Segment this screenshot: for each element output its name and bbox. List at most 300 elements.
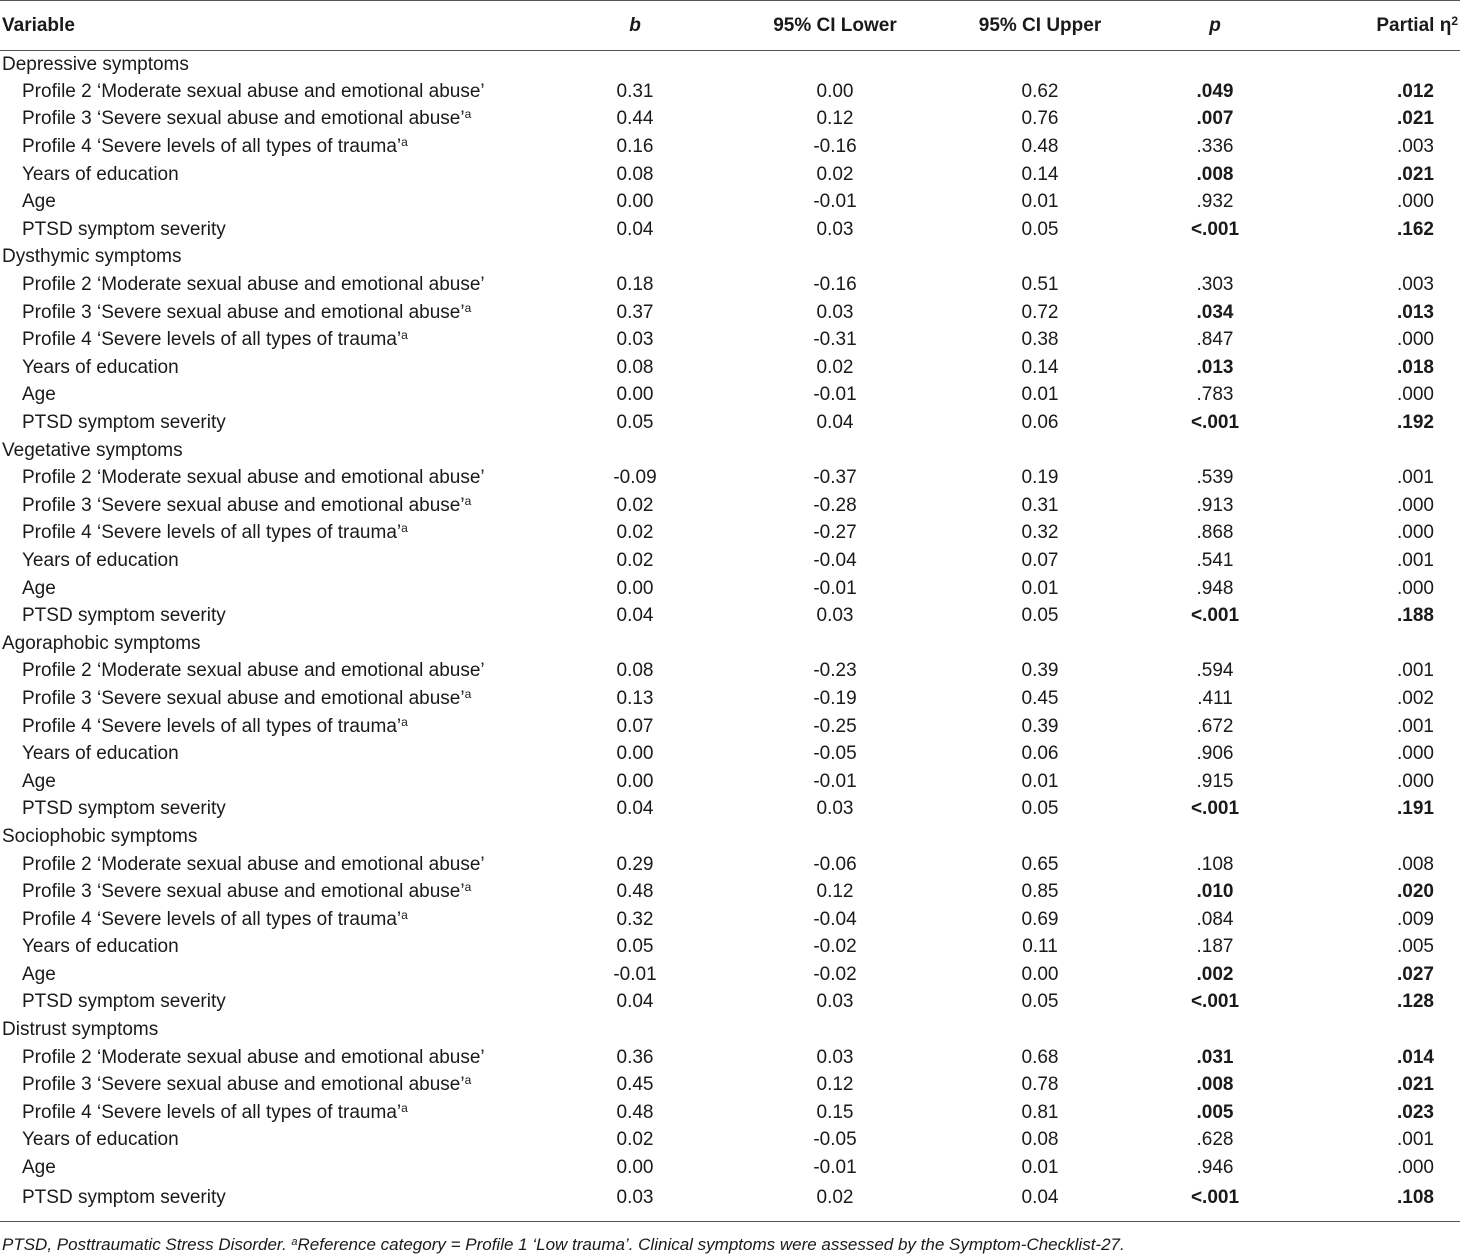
cell-ci-upper: 0.31 (1021, 494, 1059, 516)
cell-variable (0, 934, 560, 962)
cell-ci-upper: 0.81 (1021, 1101, 1059, 1123)
cell-p: .013 (1196, 356, 1234, 378)
reference-marker: a (401, 328, 408, 343)
section-title: Agoraphobic symptoms (2, 632, 201, 654)
reference-marker: a (464, 493, 472, 508)
cell-partial-eta: .013 (1397, 301, 1434, 323)
cell-b: 0.00 (616, 743, 654, 765)
variable-label: Profile 4 ‘Severe levels of all types of trauma’ (22, 329, 402, 351)
cell-b: 0.32 (616, 908, 654, 930)
cell-ci-upper: 0.06 (1021, 743, 1059, 765)
cell-variable (0, 161, 560, 189)
cell-ci-lower: 0.03 (816, 1046, 854, 1068)
cell-p: .932 (1196, 191, 1234, 213)
cell-ci-lower: -0.01 (813, 384, 857, 406)
cell-ci-lower: 0.15 (816, 1101, 854, 1123)
variable-label: Profile 2 ‘Moderate sexual abuse and emotional abuse’ (22, 80, 485, 102)
cell-variable (0, 354, 560, 382)
cell-p: .049 (1196, 80, 1234, 102)
cell-p: .008 (1196, 163, 1234, 185)
cell-ci-lower: -0.37 (813, 467, 857, 489)
cell-ci-lower: 0.03 (816, 798, 854, 820)
cell-ci-lower: -0.01 (813, 577, 857, 599)
variable-label: PTSD symptom severity (22, 412, 226, 434)
cell-ci-upper: 0.48 (1021, 136, 1059, 158)
cell-ci-upper: 0.32 (1021, 522, 1059, 544)
header-row (0, 1, 1460, 51)
reference-marker: a (401, 1100, 408, 1115)
cell-b: 0.08 (616, 163, 654, 185)
section-title: Distrust symptoms (2, 1019, 159, 1041)
cell-ci-lower: -0.05 (813, 743, 857, 765)
cell-b: 0.00 (616, 577, 654, 599)
variable-label: Profile 3 ‘Severe sexual abuse and emotional abuse’ (22, 881, 465, 903)
cell-ci-lower: 0.03 (816, 301, 854, 323)
section-row (0, 244, 1460, 272)
cell-ci-lower: -0.01 (813, 191, 857, 213)
cell-p: .002 (1196, 963, 1234, 985)
cell-b: 0.48 (616, 881, 654, 903)
cell-variable (0, 575, 560, 603)
cell-ci-upper: 0.68 (1021, 1046, 1059, 1068)
header-p: p (1120, 1, 1310, 51)
table-row (0, 713, 1460, 741)
reference-marker: a (464, 880, 472, 895)
cell-ci-upper: 0.85 (1021, 881, 1059, 903)
cell-partial-eta: .001 (1397, 1129, 1434, 1151)
cell-b: 0.37 (616, 301, 654, 323)
cell-ci-lower: -0.01 (813, 1157, 857, 1179)
header-variable: Variable (0, 1, 560, 51)
table-header (0, 1, 1460, 51)
cell-p: .187 (1196, 936, 1234, 958)
table-footnote (2, 1235, 1125, 1255)
table-row (0, 1099, 1460, 1127)
cell-ci-lower: -0.06 (813, 853, 857, 875)
section-title: Dysthymic symptoms (2, 246, 182, 268)
cell-p: .906 (1196, 743, 1234, 765)
cell-p: .084 (1196, 908, 1234, 930)
cell-ci-upper: 0.11 (1022, 936, 1058, 958)
cell-ci-upper: 0.38 (1021, 329, 1059, 351)
table-row (0, 1044, 1460, 1072)
cell-p: .034 (1196, 301, 1234, 323)
cell-ci-lower: 0.03 (816, 991, 854, 1013)
cell-ci-lower: 0.02 (816, 163, 854, 185)
cell-b: 0.02 (616, 549, 654, 571)
reference-marker: a (464, 300, 472, 315)
cell-b: 0.08 (616, 356, 654, 378)
cell-ci-lower: -0.27 (813, 522, 857, 544)
variable-label: Profile 3 ‘Severe sexual abuse and emotional abuse’ (22, 687, 465, 709)
reference-marker: a (464, 1073, 472, 1088)
cell-ci-lower: 0.00 (816, 80, 854, 102)
cell-ci-upper: 0.05 (1021, 605, 1059, 627)
cell-ci-upper: 0.05 (1021, 218, 1059, 240)
cell-b: -0.09 (613, 467, 657, 489)
table-row (0, 1127, 1460, 1155)
table-row (0, 271, 1460, 299)
table-row (0, 216, 1460, 244)
section-title: Depressive symptoms (2, 53, 189, 75)
table-row (0, 989, 1460, 1017)
cell-p: <.001 (1190, 605, 1240, 627)
cell-ci-lower: 0.02 (816, 1187, 854, 1209)
header-b: b (560, 1, 710, 51)
cell-ci-upper: 0.39 (1021, 715, 1059, 737)
cell-p: .946 (1196, 1157, 1234, 1179)
cell-ci-upper: 0.01 (1021, 384, 1059, 406)
cell-p: .541 (1196, 549, 1234, 571)
cell-partial-eta: .000 (1397, 770, 1434, 792)
cell-ci-upper: 0.78 (1021, 1074, 1059, 1096)
cell-partial-eta: .001 (1397, 660, 1434, 682)
variable-label: Profile 2 ‘Moderate sexual abuse and emotional abuse’ (22, 274, 485, 296)
cell-p: .336 (1196, 136, 1234, 158)
cell-ci-upper: 0.39 (1021, 660, 1059, 682)
cell-variable (0, 299, 560, 327)
section-row (0, 630, 1460, 658)
variable-label: Profile 3 ‘Severe sexual abuse and emotional abuse’ (22, 1074, 465, 1096)
table-row (0, 492, 1460, 520)
cell-b: 0.45 (616, 1074, 654, 1096)
cell-p: <.001 (1190, 218, 1240, 240)
cell-partial-eta: .023 (1397, 1101, 1434, 1123)
cell-ci-upper: 0.01 (1021, 1157, 1059, 1179)
cell-ci-upper: 0.14 (1021, 356, 1059, 378)
cell-partial-eta: .014 (1397, 1046, 1434, 1068)
cell-partial-eta: .000 (1397, 522, 1434, 544)
variable-label: Profile 4 ‘Severe levels of all types of trauma’ (22, 715, 402, 737)
cell-partial-eta: .191 (1397, 798, 1434, 820)
cell-ci-lower: -0.16 (813, 274, 857, 296)
reference-marker: a (464, 107, 472, 122)
cell-p: .005 (1196, 1101, 1234, 1123)
cell-partial-eta: .001 (1397, 549, 1434, 571)
cell-p: .303 (1196, 274, 1234, 296)
cell-p: .008 (1196, 1074, 1234, 1096)
cell-variable (0, 768, 560, 796)
cell-variable (0, 1154, 560, 1182)
cell-ci-upper: 0.19 (1021, 467, 1059, 489)
cell-variable (0, 658, 560, 686)
variable-label: Profile 4 ‘Severe levels of all types of trauma’ (22, 522, 402, 544)
variable-label: Profile 4 ‘Severe levels of all types of trauma’ (22, 1101, 402, 1123)
cell-ci-lower: -0.05 (813, 1129, 857, 1151)
cell-ci-upper: 0.01 (1021, 191, 1059, 213)
cell-b: -0.01 (613, 963, 657, 985)
cell-b: 0.07 (616, 715, 654, 737)
cell-partial-eta: .003 (1397, 274, 1434, 296)
cell-ci-upper: 0.62 (1021, 80, 1059, 102)
variable-label: Years of education (22, 1129, 179, 1151)
variable-label: Profile 4 ‘Severe levels of all types of trauma’ (22, 908, 402, 930)
variable-label: Years of education (22, 549, 179, 571)
header-ci-upper: 95% CI Upper (960, 1, 1120, 51)
section-row (0, 823, 1460, 851)
variable-label: Age (22, 191, 56, 213)
cell-variable (0, 492, 560, 520)
cell-p: .847 (1196, 329, 1234, 351)
cell-ci-upper: 0.65 (1021, 853, 1059, 875)
table-row (0, 188, 1460, 216)
cell-p: <.001 (1190, 412, 1240, 434)
cell-b: 0.04 (616, 605, 654, 627)
section-row (0, 1016, 1460, 1044)
cell-p: .913 (1196, 494, 1234, 516)
section-row (0, 51, 1460, 79)
cell-variable (0, 740, 560, 768)
cell-variable (0, 1099, 560, 1127)
table-row (0, 1182, 1460, 1222)
reference-marker: a (401, 714, 408, 729)
table-row (0, 299, 1460, 327)
table-row (0, 133, 1460, 161)
cell-ci-upper: 0.45 (1021, 687, 1059, 709)
cell-ci-upper: 0.05 (1021, 991, 1059, 1013)
cell-partial-eta: .188 (1397, 605, 1434, 627)
section-title: Sociophobic symptoms (2, 825, 198, 847)
cell-ci-lower: -0.19 (813, 687, 857, 709)
cell-partial-eta: .005 (1397, 936, 1434, 958)
header-ci-lower: 95% CI Lower (710, 1, 960, 51)
variable-label: PTSD symptom severity (22, 218, 226, 240)
cell-variable (0, 188, 560, 216)
cell-variable (0, 602, 560, 630)
cell-b: 0.29 (616, 853, 654, 875)
section-title: Vegetative symptoms (2, 439, 183, 461)
cell-partial-eta: .192 (1397, 412, 1434, 434)
reference-marker: a (401, 907, 408, 922)
cell-ci-upper: 0.69 (1021, 908, 1059, 930)
table-row (0, 520, 1460, 548)
variable-label: PTSD symptom severity (22, 798, 226, 820)
cell-b: 0.31 (616, 80, 654, 102)
cell-ci-upper: 0.05 (1021, 798, 1059, 820)
variable-label: Years of education (22, 743, 179, 765)
variable-label: Profile 2 ‘Moderate sexual abuse and emotional abuse’ (22, 1046, 485, 1068)
cell-partial-eta: .018 (1397, 356, 1434, 378)
variable-label: Profile 3 ‘Severe sexual abuse and emotional abuse’ (22, 494, 465, 516)
header-partial-eta-label: Partial η (1376, 14, 1452, 36)
cell-p: .948 (1196, 577, 1234, 599)
cell-ci-lower: 0.12 (816, 1074, 854, 1096)
cell-variable (0, 1071, 560, 1099)
cell-ci-lower: -0.25 (813, 715, 857, 737)
cell-variable (0, 713, 560, 741)
variable-label: Profile 3 ‘Severe sexual abuse and emotional abuse’ (22, 301, 465, 323)
cell-variable (0, 409, 560, 437)
variable-label: Years of education (22, 163, 179, 185)
cell-partial-eta: .008 (1397, 853, 1434, 875)
cell-ci-lower: -0.02 (813, 936, 857, 958)
cell-b: 0.13 (616, 687, 654, 709)
cell-p: .411 (1197, 687, 1233, 709)
table-row (0, 161, 1460, 189)
cell-ci-lower: 0.02 (816, 356, 854, 378)
cell-variable (0, 685, 560, 713)
cell-p: .672 (1196, 715, 1234, 737)
cell-partial-eta: .000 (1397, 494, 1434, 516)
cell-ci-lower: -0.04 (813, 549, 857, 571)
cell-b: 0.00 (616, 1157, 654, 1179)
cell-b: 0.18 (616, 274, 654, 296)
cell-p: .628 (1196, 1129, 1234, 1151)
cell-b: 0.00 (616, 770, 654, 792)
cell-variable (0, 382, 560, 410)
cell-b: 0.05 (616, 936, 654, 958)
cell-b: 0.05 (616, 412, 654, 434)
cell-b: 0.04 (616, 991, 654, 1013)
cell-partial-eta: .000 (1397, 384, 1434, 406)
cell-partial-eta: .009 (1397, 908, 1434, 930)
table-row (0, 382, 1460, 410)
cell-p: .868 (1196, 522, 1234, 544)
table-row (0, 878, 1460, 906)
cell-b: 0.04 (616, 218, 654, 240)
variable-label: Age (22, 577, 56, 599)
cell-b: 0.02 (616, 1129, 654, 1151)
table-row (0, 602, 1460, 630)
cell-variable (0, 520, 560, 548)
cell-variable (0, 851, 560, 879)
cell-ci-lower: 0.04 (816, 412, 854, 434)
cell-ci-upper: 0.04 (1021, 1187, 1059, 1209)
cell-variable (0, 547, 560, 575)
cell-b: 0.36 (616, 1046, 654, 1068)
table-row (0, 851, 1460, 879)
table-body (0, 51, 1460, 1222)
table-row (0, 768, 1460, 796)
section-row (0, 437, 1460, 465)
cell-ci-lower: -0.02 (813, 963, 857, 985)
cell-variable (0, 961, 560, 989)
cell-partial-eta: .002 (1397, 687, 1434, 709)
footnote-part1: PTSD, Posttraumatic Stress Disorder. (2, 1235, 292, 1254)
reference-marker: a (401, 521, 408, 536)
header-partial-eta (1310, 1, 1460, 51)
variable-label: PTSD symptom severity (22, 1187, 226, 1209)
table-row (0, 685, 1460, 713)
cell-partial-eta: .162 (1397, 218, 1434, 240)
cell-partial-eta: .108 (1397, 1187, 1434, 1209)
table-row (0, 658, 1460, 686)
cell-partial-eta: .021 (1397, 108, 1434, 130)
table-row (0, 1154, 1460, 1182)
cell-partial-eta: .128 (1397, 991, 1434, 1013)
table-row (0, 796, 1460, 824)
table-row (0, 740, 1460, 768)
cell-partial-eta: .000 (1397, 191, 1434, 213)
variable-label: PTSD symptom severity (22, 991, 226, 1013)
variable-label: Age (22, 963, 56, 985)
cell-ci-lower: -0.04 (813, 908, 857, 930)
cell-partial-eta: .000 (1397, 1157, 1434, 1179)
cell-variable (0, 878, 560, 906)
table-row (0, 906, 1460, 934)
cell-b: 0.04 (616, 798, 654, 820)
cell-ci-lower: -0.28 (813, 494, 857, 516)
cell-partial-eta: .003 (1397, 136, 1434, 158)
table-row (0, 326, 1460, 354)
cell-ci-upper: 0.06 (1021, 412, 1059, 434)
cell-b: 0.16 (616, 136, 654, 158)
cell-partial-eta: .027 (1397, 963, 1434, 985)
cell-p: .010 (1196, 881, 1234, 903)
cell-variable (0, 1127, 560, 1155)
cell-ci-upper: 0.14 (1021, 163, 1059, 185)
cell-b: 0.44 (616, 108, 654, 130)
cell-variable (0, 1182, 560, 1222)
variable-label: Profile 2 ‘Moderate sexual abuse and emotional abuse’ (22, 660, 485, 682)
cell-ci-lower: 0.03 (816, 605, 854, 627)
cell-ci-upper: 0.76 (1021, 108, 1059, 130)
table-row (0, 106, 1460, 134)
cell-p: .031 (1196, 1046, 1234, 1068)
cell-variable (0, 989, 560, 1017)
cell-variable (0, 271, 560, 299)
cell-b: 0.00 (616, 384, 654, 406)
variable-label: Age (22, 384, 56, 406)
cell-variable (0, 106, 560, 134)
cell-variable (0, 216, 560, 244)
cell-ci-lower: 0.03 (816, 218, 854, 240)
header-partial-eta-sup: 2 (1451, 13, 1458, 28)
cell-variable (0, 78, 560, 106)
cell-ci-lower: 0.12 (816, 108, 854, 130)
cell-b: 0.02 (616, 494, 654, 516)
variable-label: Profile 2 ‘Moderate sexual abuse and emotional abuse’ (22, 467, 485, 489)
cell-partial-eta: .012 (1397, 80, 1434, 102)
cell-ci-lower: 0.12 (816, 881, 854, 903)
cell-p: .108 (1196, 853, 1234, 875)
cell-p: .915 (1196, 770, 1234, 792)
cell-partial-eta: .000 (1397, 577, 1434, 599)
cell-p: .007 (1196, 108, 1234, 130)
cell-variable (0, 133, 560, 161)
footnote-part2: Reference category = Profile 1 ‘Low trauma’. Clinical symptoms were assessed by the Symptom-Checklist-27. (297, 1235, 1125, 1254)
cell-b: 0.03 (616, 1187, 654, 1209)
cell-partial-eta: .020 (1397, 881, 1434, 903)
variable-label: Age (22, 1157, 56, 1179)
reference-marker: a (401, 135, 408, 150)
table-row (0, 934, 1460, 962)
reference-marker: a (464, 686, 472, 701)
cell-variable (0, 464, 560, 492)
cell-b: 0.02 (616, 522, 654, 544)
cell-partial-eta: .001 (1397, 467, 1434, 489)
variable-label: PTSD symptom severity (22, 605, 226, 627)
cell-ci-lower: -0.23 (813, 660, 857, 682)
table-row (0, 961, 1460, 989)
table-row (0, 575, 1460, 603)
cell-p: <.001 (1190, 991, 1240, 1013)
cell-partial-eta: .001 (1397, 715, 1434, 737)
cell-b: 0.00 (616, 191, 654, 213)
cell-ci-lower: -0.16 (813, 136, 857, 158)
cell-p: .783 (1196, 384, 1234, 406)
variable-label: Profile 2 ‘Moderate sexual abuse and emotional abuse’ (22, 853, 485, 875)
table-row (0, 409, 1460, 437)
cell-ci-upper: 0.01 (1021, 577, 1059, 599)
cell-partial-eta: .021 (1397, 1074, 1434, 1096)
cell-p: .539 (1196, 467, 1234, 489)
table-row (0, 1071, 1460, 1099)
table-row (0, 354, 1460, 382)
variable-label: Years of education (22, 936, 179, 958)
cell-partial-eta: .000 (1397, 743, 1434, 765)
cell-ci-lower: -0.01 (813, 770, 857, 792)
